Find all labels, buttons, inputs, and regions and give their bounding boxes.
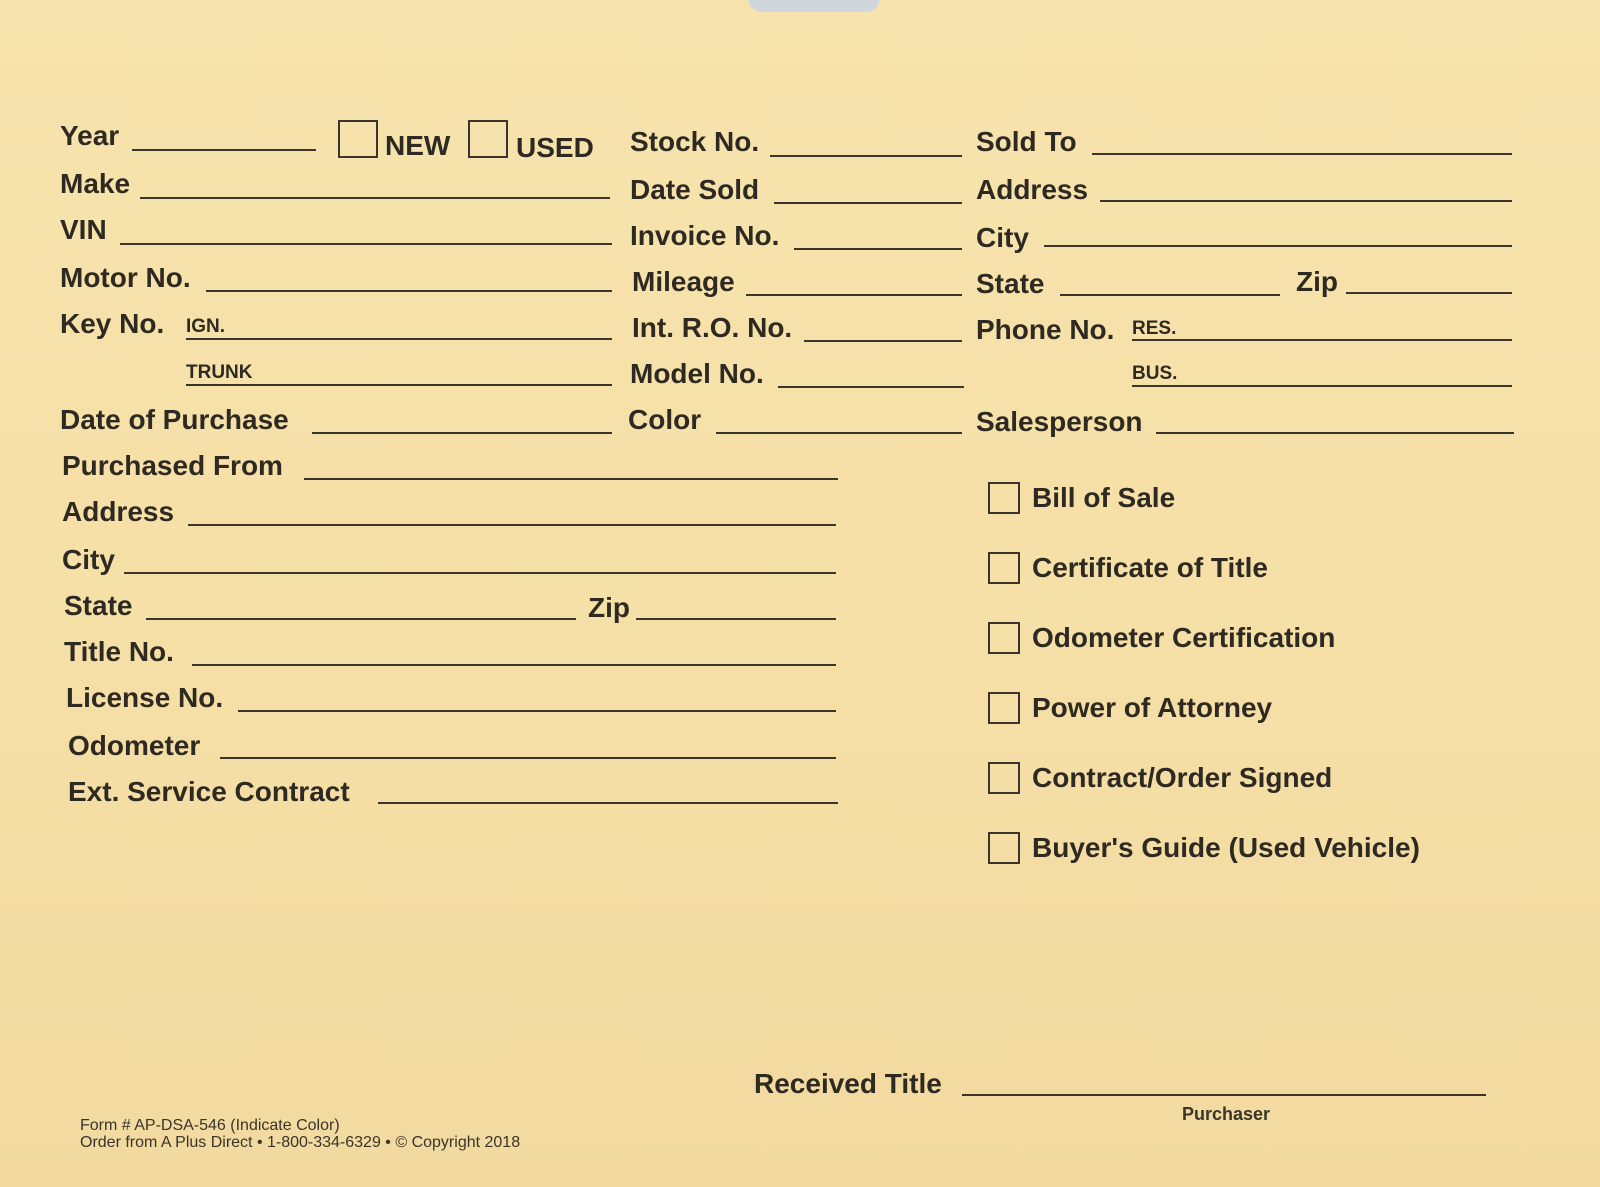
sold-to-line[interactable] (1092, 153, 1512, 155)
right-address-line[interactable] (1100, 200, 1512, 202)
bus-phone-line[interactable] (1132, 385, 1512, 387)
title-no-label: Title No. (64, 636, 174, 667)
make-label: Make (60, 168, 131, 199)
make-line[interactable] (140, 197, 610, 199)
license-no-label: License No. (66, 682, 224, 713)
bus-label: BUS. (1132, 363, 1178, 384)
salesperson-line[interactable] (1156, 432, 1514, 434)
right-state-label: State (976, 268, 1045, 299)
int-ro-no-line[interactable] (804, 340, 962, 342)
power-of-attorney-label: Power of Attorney (1032, 692, 1273, 723)
purchased-from-line[interactable] (304, 478, 838, 480)
motor-no-line[interactable] (206, 290, 612, 292)
model-no-line[interactable] (778, 386, 964, 388)
date-sold-label: Date Sold (630, 174, 760, 205)
left-zip-label: Zip (588, 592, 630, 623)
new-label: NEW (385, 130, 451, 161)
vin-line[interactable] (120, 243, 612, 245)
odometer-certification-label: Odometer Certification (1032, 622, 1336, 653)
power-of-attorney-checkbox[interactable] (988, 692, 1020, 724)
used-label: USED (516, 132, 594, 163)
received-title-line[interactable] (962, 1094, 1486, 1096)
vin-label: VIN (60, 214, 107, 245)
left-city-label: City (62, 544, 115, 575)
right-state-line[interactable] (1060, 294, 1280, 296)
left-address-label: Address (62, 496, 175, 527)
right-zip-label: Zip (1296, 266, 1338, 297)
right-address-label: Address (976, 174, 1089, 205)
key-no-label: Key No. (60, 308, 165, 339)
left-city-line[interactable] (124, 572, 836, 574)
odometer-label: Odometer (68, 730, 201, 761)
received-title-label: Received Title (754, 1068, 942, 1099)
left-state-label: State (64, 590, 133, 621)
bill-of-sale-checkbox[interactable] (988, 482, 1020, 514)
trunk-label: TRUNK (186, 362, 253, 383)
color-label: Color (628, 404, 702, 435)
phone-no-label: Phone No. (976, 314, 1115, 345)
order-info: Order from A Plus Direct • 1-800-334-6329 • © Copyright 2018 (80, 1134, 521, 1151)
invoice-no-label: Invoice No. (630, 220, 780, 251)
salesperson-label: Salesperson (976, 406, 1143, 437)
right-city-line[interactable] (1044, 245, 1512, 247)
int-ro-no-label: Int. R.O. No. (632, 312, 793, 343)
trunk-line[interactable] (186, 384, 612, 386)
odometer-line[interactable] (220, 757, 836, 759)
certificate-of-title-label: Certificate of Title (1032, 552, 1268, 583)
date-of-purchase-line[interactable] (312, 432, 612, 434)
res-phone-line[interactable] (1132, 339, 1512, 341)
buyers-guide-label: Buyer's Guide (Used Vehicle) (1032, 832, 1420, 863)
right-city-label: City (976, 222, 1029, 253)
contract-order-signed-label: Contract/Order Signed (1032, 762, 1333, 793)
date-sold-line[interactable] (774, 202, 962, 204)
ign-line[interactable] (186, 338, 612, 340)
invoice-no-line[interactable] (794, 248, 962, 250)
odometer-certification-checkbox[interactable] (988, 622, 1020, 654)
purchaser-label: Purchaser (1182, 1104, 1271, 1124)
right-zip-line[interactable] (1346, 292, 1512, 294)
purchased-from-label: Purchased From (62, 450, 283, 481)
ext-service-contract-line[interactable] (378, 802, 838, 804)
model-no-label: Model No. (630, 358, 764, 389)
license-no-line[interactable] (238, 710, 836, 712)
date-of-purchase-label: Date of Purchase (60, 404, 289, 435)
year-label: Year (60, 120, 120, 151)
form-number: Form # AP-DSA-546 (Indicate Color) (80, 1117, 340, 1134)
folder-tab (748, 0, 880, 12)
contract-order-signed-checkbox[interactable] (988, 762, 1020, 794)
stock-no-label: Stock No. (630, 126, 760, 157)
motor-no-label: Motor No. (60, 262, 191, 293)
buyers-guide-checkbox[interactable] (988, 832, 1020, 864)
ign-label: IGN. (186, 316, 226, 337)
certificate-of-title-checkbox[interactable] (988, 552, 1020, 584)
left-zip-line[interactable] (636, 618, 836, 620)
mileage-line[interactable] (746, 294, 962, 296)
title-no-line[interactable] (192, 664, 836, 666)
mileage-label: Mileage (632, 266, 735, 297)
ext-service-contract-label: Ext. Service Contract (68, 776, 350, 807)
new-checkbox[interactable] (338, 120, 378, 158)
stock-no-line[interactable] (770, 155, 962, 157)
res-label: RES. (1132, 318, 1177, 339)
year-line[interactable] (132, 149, 316, 151)
left-address-line[interactable] (188, 524, 836, 526)
color-line[interactable] (716, 432, 962, 434)
used-checkbox[interactable] (468, 120, 508, 158)
left-state-line[interactable] (146, 618, 576, 620)
sold-to-label: Sold To (976, 126, 1077, 157)
bill-of-sale-label: Bill of Sale (1032, 482, 1176, 513)
